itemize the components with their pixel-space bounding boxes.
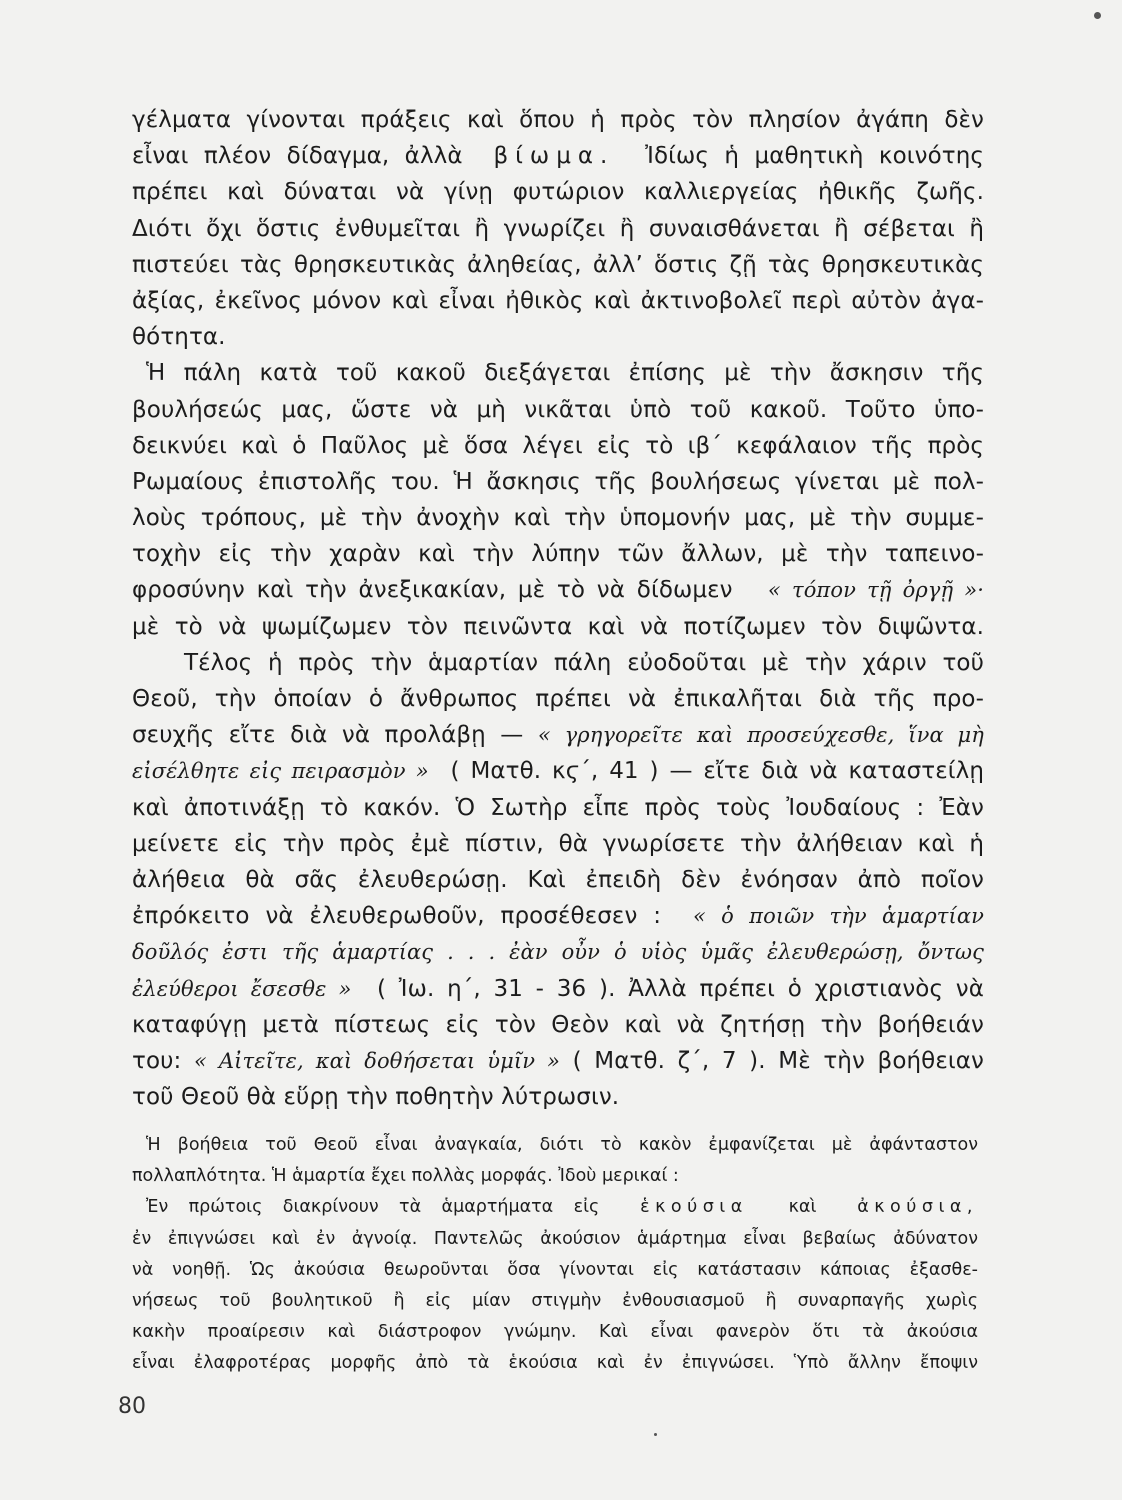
text-line: Ρωμαίους ἐπιστολῆς του. Ἡ ἄσκησις τῆς βουλήσεως γίνεται μὲ πολ- (132, 468, 984, 495)
quotation: εἰσέλθητε εἰς πειρασμὸν » (132, 759, 429, 784)
text-line (132, 138, 984, 174)
text-line: τοῦ Θεοῦ θὰ εὕρῃ τὴν ποθητὴν λύτρωσιν. (132, 1084, 620, 1111)
emphasized-word: βίωμα. (493, 143, 615, 170)
footnote-line: νὰ νοηθῇ. Ὡς ἀκούσια θεωροῦνται ὅσα γίνονται εἰς κατάστασιν κάποιας ἐξασθε- (132, 1259, 978, 1280)
text-line: βουλήσεώς μας, ὥστε νὰ μὴ νικᾶται ὑπὸ τοῦ κακοῦ. Τοῦτο ὑπο- (132, 396, 984, 423)
scan-speck (654, 1433, 657, 1436)
text-line (132, 1043, 984, 1079)
text-line: Θεοῦ, τὴν ὁποίαν ὁ ἄνθρωπος πρέπει νὰ ἐπικαλῆται διὰ τῆς προ- (132, 686, 984, 712)
text-line: πιστεύει τὰς θρησκευτικὰς ἀληθείας, ἀλλ’ ὅστις ζῇ τὰς θρησκευτικὰς (132, 251, 984, 278)
text-span: ἐπρόκειτο νὰ ἐλευθερωθοῦν, προσέθεσεν : (132, 903, 662, 930)
quotation-line: δοῦλός ἐστι τῆς ἁμαρτίας . . . ἐὰν οὖν ὁ υἱὸς ὑμᾶς ἐλευθερώσῃ, ὄντως (132, 940, 984, 965)
footnote-line (132, 1192, 978, 1223)
text-line (132, 753, 984, 789)
text-line (132, 572, 984, 608)
text-span: φροσύνην καὶ τὴν ἀνεξικακίαν, μὲ τὸ νὰ δίδωμεν (132, 577, 733, 604)
quotation: « ὁ ποιῶν τὴν ἁμαρτίαν (692, 904, 984, 929)
quotation: « Αἰτεῖτε, καὶ δοθήσεται ὑμῖν » (194, 1048, 560, 1073)
text-line (132, 898, 984, 934)
text-line (132, 717, 984, 753)
text-line: καταφύγῃ μετὰ πίστεως εἰς τὸν Θεὸν καὶ νὰ ζητήσῃ τὴν βοήθειάν (132, 1011, 984, 1038)
text-line: Διότι ὄχι ὅστις ἐνθυμεῖται ἢ γνωρίζει ἢ συναισθάνεται ἢ σέβεται ἢ (132, 215, 984, 242)
text-line: γέλματα γίνονται πράξεις καὶ ὅπου ἡ πρὸς τὸν πλησίον ἀγάπη δὲν (132, 107, 984, 133)
text-span: ( Ματθ. ζ΄, 7 ). Μὲ τὴν βοήθειαν (572, 1047, 984, 1074)
paragraph-start-line: Τέλος ἡ πρὸς τὴν ἁμαρτίαν πάλη εὐοδοῦται μὲ τὴν χάριν τοῦ (184, 649, 984, 676)
scan-speck (1094, 12, 1101, 19)
text-span: εἶναι πλέον δίδαγμα, ἀλλὰ (132, 143, 463, 170)
text-line: πρέπει καὶ δύναται νὰ γίνῃ φυτώριον καλλιεργείας ἠθικῆς ζωῆς. (132, 179, 984, 206)
text-span: σευχῆς εἴτε διὰ νὰ προλάβῃ — (132, 722, 524, 749)
footnote-block (132, 1130, 978, 1380)
paragraph-start-line: Ἡ πάλη κατὰ τοῦ κακοῦ διεξάγεται ἐπίσης μὲ τὴν ἄσκησιν τῆς (146, 360, 984, 387)
text-line: δεικνύει καὶ ὁ Παῦλος μὲ ὅσα λέγει εἰς τὸ ιβ΄ κεφάλαιον τῆς πρὸς (132, 432, 984, 459)
emphasized-word: ἑκούσια (640, 1197, 748, 1218)
text-span: Ἐν πρώτοις διακρίνουν τὰ ἁμαρτήματα εἰς (146, 1197, 600, 1218)
footnote-line: πολλαπλότητα. Ἡ ἁμαρτία ἔχει πολλὰς μορφάς. Ἰδοὺ μερικαί : (132, 1166, 679, 1187)
text-line: θότητα. (132, 324, 226, 351)
text-line (132, 971, 984, 1007)
text-line: τοχὴν εἰς τὴν χαρὰν καὶ τὴν λύπην τῶν ἄλλων, μὲ τὴν ταπεινο- (132, 541, 984, 568)
quotation: « τόπον τῇ ὀργῇ »· (767, 578, 984, 603)
footnote-line: Ἡ βοήθεια τοῦ Θεοῦ εἶναι ἀναγκαία, διότι τὸ κακὸν ἐμφανίζεται μὲ ἀφάνταστον (146, 1135, 978, 1155)
text-span: καὶ (788, 1197, 817, 1218)
text-line: ἀξίας, ἐκεῖνος μόνον καὶ εἶναι ἠθικὸς καὶ ἀκτινοβολεῖ περὶ αὐτὸν ἀγα- (132, 287, 984, 314)
text-span: ( Ἰω. η΄, 31 - 36 ). Ἀλλὰ πρέπει ὁ χριστιανὸς νὰ (376, 975, 984, 1002)
text-span: ( Ματθ. κϛ΄, 41 ) — εἴτε διὰ νὰ καταστείλῃ (450, 758, 985, 785)
footnote-line: κακὴν προαίρεσιν καὶ διάστροφον γνώμην. Καὶ εἶναι φανερὸν ὅτι τὰ ἀκούσια (132, 1322, 978, 1343)
text-line: λοὺς τρόπους, μὲ τὴν ἀνοχὴν καὶ τὴν ὑπομονήν μας, μὲ τὴν συμμε- (132, 505, 984, 532)
text-line: μείνετε εἰς τὴν πρὸς ἐμὲ πίστιν, θὰ γνωρίσετε τὴν ἀλήθειαν καὶ ἡ (132, 830, 984, 857)
emphasized-word: ἀκούσια, (857, 1197, 978, 1218)
text-line: μὲ τὸ νὰ ψωμίζωμεν τὸν πεινῶντα καὶ νὰ ποτίζωμεν τὸν διψῶντα. (132, 613, 984, 640)
footnote-line: νήσεως τοῦ βουλητικοῦ ἢ εἰς μίαν στιγμὴν ἐνθουσιασμοῦ ἢ συναρπαγῆς χωρὶς (132, 1290, 978, 1311)
text-span: του: (132, 1047, 182, 1074)
text-line: ἀλήθεια θὰ σᾶς ἐλευθερώσῃ. Καὶ ἐπειδὴ δὲν ἐνόησαν ἀπὸ ποῖον (132, 866, 984, 893)
main-text-block (132, 102, 984, 1115)
quotation: ἐλεύθεροι ἔσεσθε » (132, 976, 352, 1001)
page-number: 80 (118, 1394, 146, 1419)
text-line: καὶ ἀποτινάξῃ τὸ κακόν. Ὁ Σωτὴρ εἶπε πρὸς τοὺς Ἰουδαίους : Ἐὰν (132, 794, 984, 821)
footnote-line: ἐν ἐπιγνώσει καὶ ἐν ἀγνοίᾳ. Παντελῶς ἀκούσιον ἁμάρτημα εἶναι βεβαίως ἀδύνατον (132, 1228, 978, 1249)
footnote-line: εἶναι ἐλαφροτέρας μορφῆς ἀπὸ τὰ ἑκούσια καὶ ἐν ἐπιγνώσει. Ὑπὸ ἄλλην ἔποψιν (132, 1353, 978, 1374)
quotation: « γρηγορεῖτε καὶ προσεύχεσθε, ἵνα μὴ (537, 723, 984, 748)
text-span: Ἰδίως ἡ μαθητικὴ κοινότης (645, 143, 984, 170)
